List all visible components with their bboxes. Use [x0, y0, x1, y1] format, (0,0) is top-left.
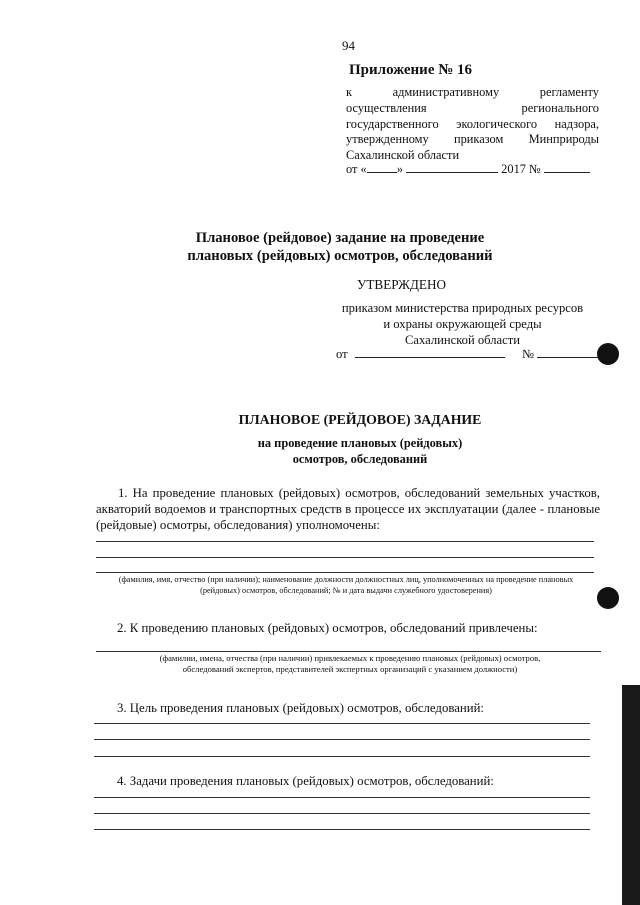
section-2-caption	[95, 653, 605, 675]
approved-label: УТВЕРЖДЕНО	[357, 277, 447, 292]
caption-line: (рейдовых) осмотров, обследований; № и дата выдачи служебного удостоверения)	[200, 586, 492, 595]
section-3-text: 3. Цель проведения плановых (рейдовых) осмотров, обследований:	[117, 701, 484, 715]
scan-edge-shadow	[622, 685, 640, 905]
task-subtitle	[160, 435, 560, 467]
date-prefix: от «	[346, 162, 367, 176]
month-blank[interactable]	[406, 161, 498, 173]
section-1-caption	[96, 574, 596, 596]
approval-number-sign: №	[521, 347, 534, 361]
appendix-date-line	[346, 161, 590, 177]
punch-hole-mark	[597, 587, 619, 609]
punch-hole-mark	[597, 343, 619, 365]
appendix-line: Сахалинской области	[346, 148, 460, 163]
task-title: ПЛАНОВОЕ (РЕЙДОВОЕ) ЗАДАНИЕ	[238, 412, 482, 427]
section-3-fill-line[interactable]	[94, 723, 590, 724]
task-subtitle-line: на проведение плановых (рейдовых)	[257, 436, 463, 450]
appendix-line: осуществления регионального	[346, 100, 599, 115]
appendix-line: утвержденному приказом Минприроды	[346, 132, 599, 147]
section-1-fill-line[interactable]	[96, 557, 594, 558]
appendix-reference	[346, 85, 599, 164]
document-title	[140, 229, 540, 265]
section-1-text: 1. На проведение плановых (рейдовых) осмотров, обследований земельных участков, акваторий водоемов и транспортных средств в процессе их эксплуатации (далее - плановые (рейдовые) осмотры, обследования) уполномочены:	[96, 486, 600, 532]
document-title-line: плановых (рейдовых) осмотров, обследований	[187, 248, 493, 264]
approval-line: и охраны окружающей среды	[383, 317, 542, 331]
approval-from-label: от	[336, 347, 348, 361]
caption-line: (фамилии, имена, отчества (при наличии) привлекаемых к проведению плановых (рейдовых) осмотров,	[159, 653, 541, 663]
approval-authority	[320, 300, 605, 348]
section-3-fill-line[interactable]	[94, 739, 590, 740]
section-4-fill-line[interactable]	[94, 813, 590, 814]
section-1-fill-line[interactable]	[96, 541, 594, 542]
section-2-fill-line[interactable]	[96, 651, 601, 652]
page-number: 94	[342, 38, 355, 53]
appendix-line: государственного экологического надзора,	[346, 116, 599, 131]
section-3-fill-line[interactable]	[94, 756, 590, 757]
caption-line: (фамилия, имя, отчество (при наличии); наименование должности должностных лиц, уполномоченных на проведение плановых	[118, 575, 574, 584]
section-1-fill-line[interactable]	[96, 572, 594, 573]
section-4-fill-line[interactable]	[94, 797, 590, 798]
document-title-line: Плановое (рейдовое) задание на проведение	[195, 230, 485, 246]
approval-line: Сахалинской области	[405, 333, 520, 347]
section-4-fill-line[interactable]	[94, 829, 590, 830]
task-subtitle-line: осмотров, обследований	[292, 452, 428, 466]
appendix-line: к административному регламенту	[346, 85, 599, 99]
approval-date-blank[interactable]	[355, 346, 505, 358]
caption-line: обследований экспертов, представителей экспертных организаций с указанием должности)	[182, 664, 518, 674]
appendix-title: Приложение № 16	[349, 62, 473, 78]
year-number-label: 2017 №	[501, 162, 541, 176]
section-2-text: 2. К проведению плановых (рейдовых) осмотров, обследований привлечены:	[117, 621, 538, 635]
date-mid: »	[396, 162, 403, 176]
order-number-blank[interactable]	[544, 161, 590, 173]
approval-date-line	[336, 346, 603, 362]
day-blank[interactable]	[367, 161, 397, 173]
approval-line: приказом министерства природных ресурсов	[341, 301, 584, 315]
section-4-text: 4. Задачи проведения плановых (рейдовых) осмотров, обследований:	[117, 774, 494, 788]
approval-number-blank[interactable]	[537, 346, 603, 358]
